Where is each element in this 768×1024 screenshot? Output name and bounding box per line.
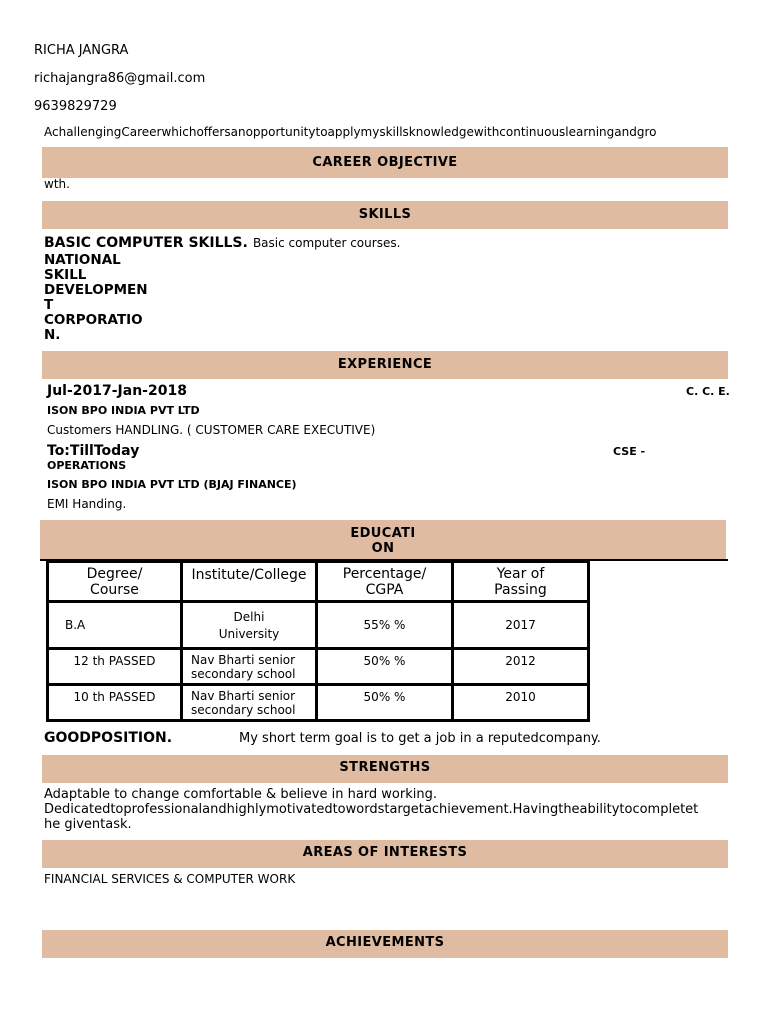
cell-percentage: 50% % bbox=[317, 685, 453, 721]
skill-nsdc-line: T bbox=[44, 297, 54, 313]
skill-nsdc-line: NATIONAL bbox=[44, 252, 121, 268]
job1-role: C. C. E. bbox=[686, 385, 730, 398]
skill-basic-desc: Basic computer courses. bbox=[252, 236, 401, 250]
career-objective-text-continued: wth. bbox=[44, 177, 70, 191]
skill-nsdc-line: DEVELOPMEN bbox=[44, 282, 148, 298]
cell-institute-line: secondary school bbox=[191, 702, 296, 717]
skill-basic-computer bbox=[44, 232, 400, 251]
header-year bbox=[453, 562, 589, 602]
header-text: Institute/College bbox=[191, 566, 307, 583]
header-text: Passing bbox=[494, 581, 547, 598]
phone-number: 9639829729 bbox=[34, 99, 117, 114]
header-text: Percentage/ bbox=[342, 565, 427, 582]
job2-description: EMI Handing. bbox=[47, 497, 127, 511]
header-text: CGPA bbox=[365, 581, 404, 598]
goal-text: My short term goal is to get a job in a reputedcompany. bbox=[239, 731, 601, 746]
cell-year: 2010 bbox=[453, 685, 589, 721]
education-title bbox=[40, 526, 726, 556]
achievements-header bbox=[42, 930, 728, 958]
skill-nsdc-line: N. bbox=[44, 327, 61, 343]
cell-degree: 12 th PASSED bbox=[48, 649, 182, 685]
education-title-line: ON bbox=[371, 541, 395, 556]
skill-nsdc-line: CORPORATIO bbox=[44, 312, 143, 328]
job1-dates: Jul-2017-Jan-2018 bbox=[47, 383, 187, 399]
job2-dates: To:TillToday bbox=[47, 443, 140, 459]
header-percentage bbox=[317, 562, 453, 602]
skill-basic-heading: BASIC COMPUTER SKILLS. bbox=[44, 235, 248, 251]
strengths-line: Adaptable to change comfortable & believe in hard working. bbox=[44, 787, 437, 802]
strengths-header bbox=[42, 755, 728, 783]
interests-title: AREAS OF INTERESTS bbox=[302, 845, 468, 860]
education-header bbox=[40, 520, 726, 560]
experience-title: EXPERIENCE bbox=[337, 358, 433, 372]
cell-year: 2017 bbox=[453, 602, 589, 649]
education-title-line: EDUCATI bbox=[350, 526, 416, 541]
table-row bbox=[48, 602, 589, 649]
strengths-title: STRENGTHS bbox=[339, 761, 431, 775]
header-text: Degree/ bbox=[86, 565, 143, 582]
header-text: Year of bbox=[496, 565, 545, 582]
cell-degree: B.A bbox=[48, 602, 182, 649]
cell-institute-line: Delhi bbox=[233, 609, 265, 624]
candidate-name: RICHA JANGRA bbox=[34, 43, 129, 58]
header-text: Course bbox=[90, 581, 139, 598]
job1-description: Customers HANDLING. ( CUSTOMER CARE EXECUTIVE) bbox=[47, 423, 376, 437]
interests-header bbox=[42, 840, 728, 868]
cell-institute bbox=[182, 602, 317, 649]
education-table bbox=[46, 560, 590, 722]
experience-header bbox=[42, 351, 728, 379]
skills-title: SKILLS bbox=[358, 208, 412, 222]
cell-year: 2012 bbox=[453, 649, 589, 685]
email-address: richajangra86@gmail.com bbox=[34, 71, 206, 86]
cell-percentage: 55% % bbox=[317, 602, 453, 649]
career-objective-title: CAREER OBJECTIVE bbox=[312, 155, 458, 170]
cell-percentage: 50% % bbox=[317, 649, 453, 685]
job2-role: CSE - bbox=[613, 445, 646, 458]
interests-text: FINANCIAL SERVICES & COMPUTER WORK bbox=[44, 872, 296, 886]
header-institute bbox=[182, 562, 317, 602]
cell-institute-line: Nav Bharti senior bbox=[191, 652, 296, 667]
table-row bbox=[48, 649, 589, 685]
cell-institute-line: Nav Bharti senior bbox=[191, 688, 296, 703]
cell-institute-line: secondary school bbox=[191, 666, 296, 681]
header-degree bbox=[48, 562, 182, 602]
strengths-line: Dedicatedtoprofessionalandhighlymotivatedtowordstargetachievement.Havingtheabilitytocompletet bbox=[44, 802, 699, 817]
cell-institute bbox=[182, 685, 317, 721]
cell-degree: 10 th PASSED bbox=[48, 685, 182, 721]
table-row bbox=[48, 685, 589, 721]
skill-nsdc bbox=[44, 253, 148, 343]
strengths-line: he giventask. bbox=[44, 817, 132, 832]
career-objective-header bbox=[42, 147, 728, 178]
job1-company: ISON BPO INDIA PVT LTD bbox=[47, 404, 200, 417]
cell-institute-line: University bbox=[218, 626, 280, 641]
achievements-title: ACHIEVEMENTS bbox=[325, 936, 445, 950]
skills-header bbox=[42, 201, 728, 229]
job2-role-continued: OPERATIONS bbox=[47, 459, 127, 472]
career-objective-text: AchallengingCareerwhichoffersanopportunitytoapplymyskillsknowledgewithcontinuouslearningandgro bbox=[44, 125, 657, 139]
goal-heading: GOODPOSITION. bbox=[44, 730, 173, 746]
table-header-row bbox=[48, 562, 589, 602]
job2-company: ISON BPO INDIA PVT LTD (BJAJ FINANCE) bbox=[47, 478, 297, 491]
cell-institute bbox=[182, 649, 317, 685]
skill-nsdc-line: SKILL bbox=[44, 267, 87, 283]
